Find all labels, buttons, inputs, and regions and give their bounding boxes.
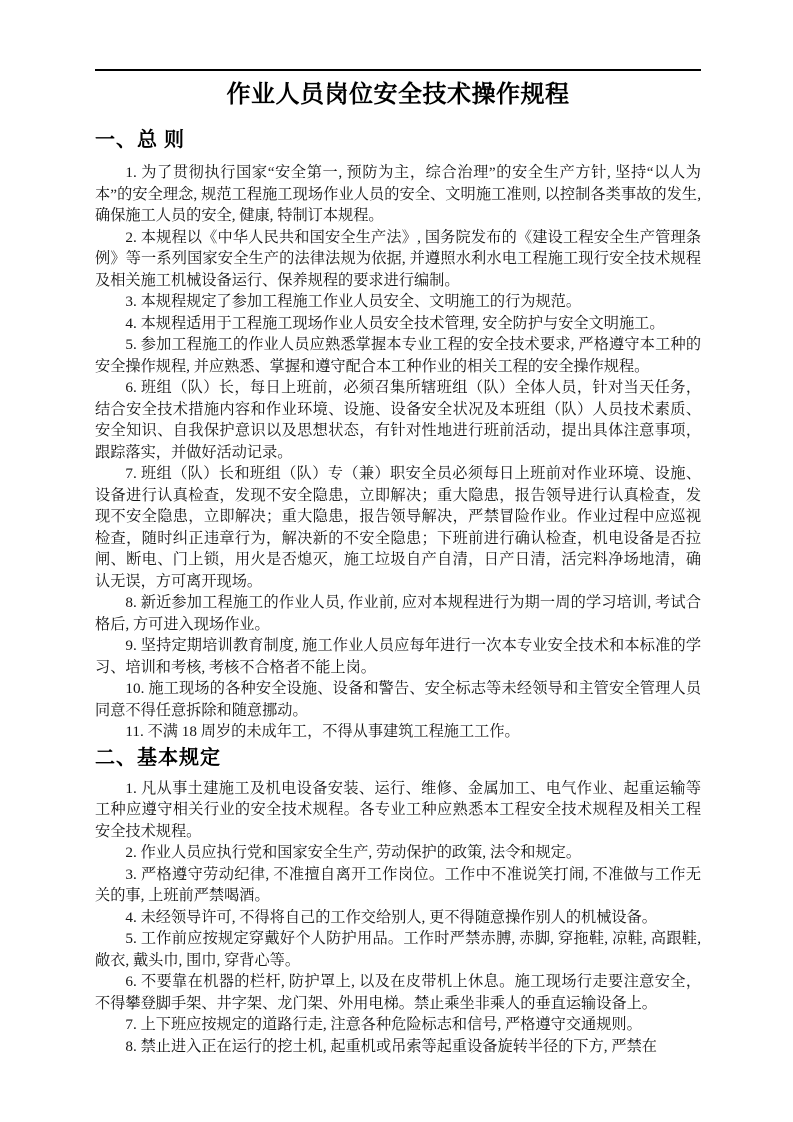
document-body xyxy=(95,127,701,1057)
section-heading: 二、基本规定 xyxy=(95,746,221,769)
body-paragraph: 3. 本规程规定了参加工程施工作业人员安全、文明施工的行为规范。 xyxy=(125,293,582,311)
body-paragraph: 10. 施工现场的各种安全设施、设备和警告、安全标志等未经领导和主管安全管理人员同意不得任意拆除和随意挪动。 xyxy=(95,680,701,719)
body-paragraph: 1. 凡从事土建施工及机电设备安装、运行、维修、金属加工、电气作业、起重运输等工种应遵守相关行业的安全技术规程。各专业工种应熟悉本工程安全技术规程及相关工程安全技术规程。 xyxy=(95,779,701,840)
body-paragraph: 2. 作业人员应执行党和国家安全生产, 劳动保护的政策, 法令和规定。 xyxy=(125,844,582,862)
document-title: 作业人员岗位安全技术操作规程 xyxy=(226,82,570,108)
body-paragraph: 7. 班组（队）长和班组（队）专（兼）职安全员必须每日上班前对作业环境、设施、设备进行认真检查，发现不安全隐患，立即解决；重大隐患，报告领导进行认真检查，发现不安全隐患，立即解决；重大隐患，报告领导解决，严禁冒险作业。作业过程中应巡视检查，随时纠正违章行为，解决新的不安全隐患；下班前进行确认检查，机电设备是否拉闸、断电、门上锁，用火是否熄灭，施工垃圾自产自清，日产日清，活完料净场地清，确认无误，方可离开现场。 xyxy=(95,465,701,590)
body-paragraph: 6. 班组（队）长，每日上班前，必须召集所辖班组（队）全体人员，针对当天任务，结合安全技术措施内容和作业环境、设施、设备安全状况及本班组（队）人员技术素质、安全知识、自我保护意识以及思想状态，有针对性地进行班前活动，提出具体注意事项，跟踪落实，并做好活动记录。 xyxy=(95,379,701,461)
section-heading: 一、总 则 xyxy=(95,129,185,152)
body-paragraph: 6. 不要靠在机器的栏杆, 防护罩上, 以及在皮带机上休息。施工现场行走要注意安全，不得攀登脚手架、井字架、龙门架、外用电梯。禁止乘坐非乘人的垂直运输设备上。 xyxy=(95,973,701,1012)
header-divider-line xyxy=(95,69,701,71)
body-paragraph: 7. 上下班应按规定的道路行走, 注意各种危险标志和信号, 严格遵守交通规则。 xyxy=(125,1016,642,1034)
body-paragraph: 11. 不满 18 周岁的未成年工，不得从事建筑工程施工工作。 xyxy=(125,723,520,741)
body-paragraph: 5. 参加工程施工的作业人员应熟悉掌握本专业工程的安全技术要求, 严格遵守本工种的安全操作规程, 并应熟悉、掌握和遵守配合本工种作业的相关工程的安全操作规程。 xyxy=(95,336,701,375)
body-paragraph: 1. 为了贯彻执行国家“安全第一, 预防为主，综合治理”的安全生产方针, 坚持“以人为本”的安全理念, 规范工程施工现场作业人员的安全、文明施工准则, 以控制各类事故的发生, 确保施工人员的安全, 健康, 特制订本规程。 xyxy=(95,164,701,225)
document-content xyxy=(95,69,701,1057)
body-paragraph: 4. 未经领导许可, 不得将自己的工作交给别人, 更不得随意操作别人的机械设备。 xyxy=(125,908,657,926)
body-paragraph: 4. 本规程适用于工程施工现场作业人员安全技术管理, 安全防护与安全文明施工。 xyxy=(125,314,665,332)
body-paragraph: 3. 严格遵守劳动纪律, 不准擅自离开工作岗位。工作中不准说笑打闹, 不准做与工作无关的事, 上班前严禁喝酒。 xyxy=(95,865,701,905)
document-section xyxy=(95,127,701,743)
body-paragraph: 5. 工作前应按规定穿戴好个人防护用品。工作时严禁赤膊, 赤脚, 穿拖鞋, 凉鞋, 高跟鞋, 敞衣, 戴头巾, 围巾, 穿背心等。 xyxy=(95,930,701,969)
body-paragraph: 8. 新近参加工程施工的作业人员, 作业前, 应对本规程进行为期一周的学习培训, 考试合格后, 方可进入现场作业。 xyxy=(95,594,701,633)
body-paragraph: 2. 本规程以《中华人民共和国安全生产法》, 国务院发布的《建设工程安全生产管理条例》等一系列国家安全生产的法律法规为依据, 并遵照水利水电工程施工现行安全技术规程及相关施工机械设备运行、保养规程的要求进行编制。 xyxy=(95,228,701,289)
section-paragraphs xyxy=(95,162,701,743)
body-paragraph: 8. 禁止进入正在运行的挖土机, 起重机或吊索等起重设备旋转半径的下方, 严禁在 xyxy=(125,1037,657,1055)
section-paragraphs xyxy=(95,778,701,1058)
document-section xyxy=(95,745,701,1058)
body-paragraph: 9. 坚持定期培训教育制度, 施工作业人员应每年进行一次本专业安全技术和本标准的学习、培训和考核, 考核不合格者不能上岗。 xyxy=(95,637,701,676)
